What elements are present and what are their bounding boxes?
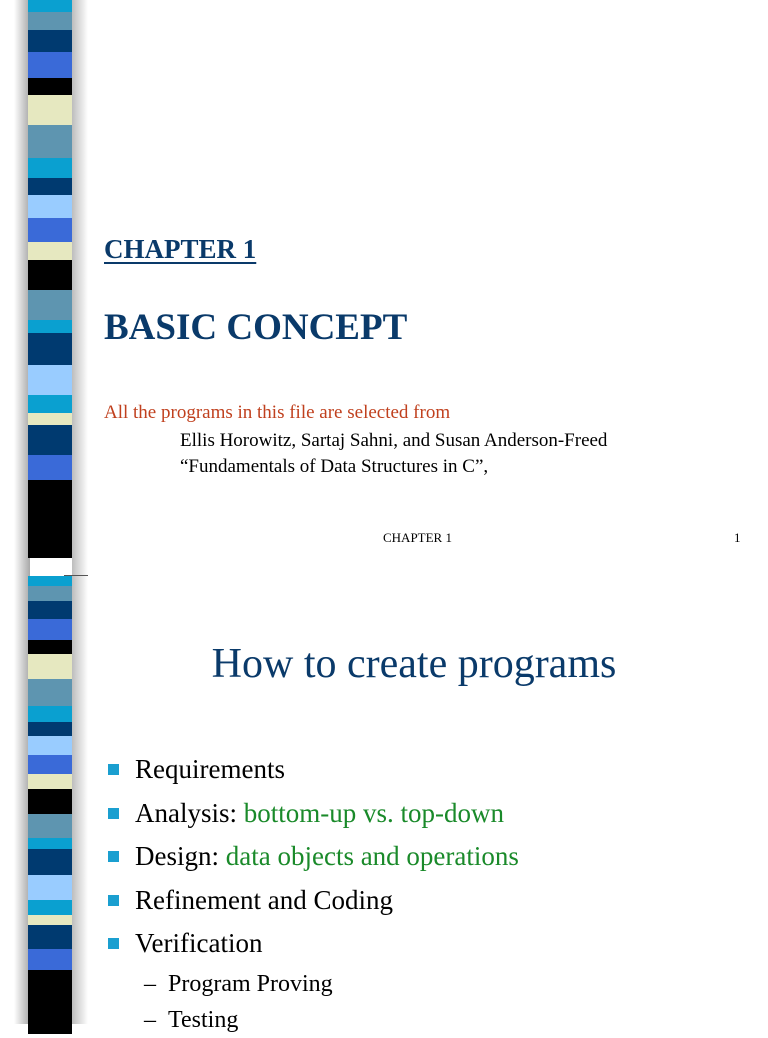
square-bullet-icon bbox=[108, 808, 119, 819]
sub-list-item: – Program Proving bbox=[108, 966, 519, 1002]
bullet-list bbox=[108, 748, 519, 1038]
authors: Ellis Horowitz, Sartaj Sahni, and Susan Anderson-Freed bbox=[180, 430, 608, 451]
stripe-band bbox=[28, 290, 72, 321]
stripe-band bbox=[28, 12, 72, 31]
slide-title: BASIC CONCEPT bbox=[104, 307, 408, 348]
footer-chapter: CHAPTER 1 bbox=[383, 530, 452, 545]
decorative-stripe bbox=[28, 0, 72, 576]
book-title: “Fundamentals of Data Structures in C”, bbox=[180, 456, 489, 477]
stripe-band bbox=[28, 480, 72, 558]
stripe-band bbox=[28, 78, 72, 96]
stripe-band bbox=[28, 789, 72, 815]
stripe-band bbox=[28, 125, 72, 159]
slide-title: How to create programs bbox=[211, 641, 617, 687]
stripe-band bbox=[28, 736, 72, 756]
sub-list-item: – Testing bbox=[108, 1002, 519, 1038]
stripe-band bbox=[28, 755, 72, 776]
square-bullet-icon bbox=[108, 851, 119, 862]
list-item: Design: data objects and operations bbox=[108, 835, 519, 879]
stripe-band bbox=[28, 218, 72, 243]
stripe-band bbox=[28, 455, 72, 481]
dash-icon: – bbox=[144, 970, 156, 997]
stripe-band bbox=[28, 814, 72, 840]
stripe-band bbox=[28, 178, 72, 196]
stripe-band bbox=[28, 900, 72, 916]
stripe-band bbox=[28, 586, 72, 602]
stripe-shadow bbox=[72, 0, 88, 576]
list-item: Requirements bbox=[108, 748, 519, 792]
stripe-band bbox=[28, 52, 72, 79]
source-intro: All the programs in this file are selected from bbox=[104, 402, 451, 423]
stripe-band bbox=[28, 158, 72, 179]
citation bbox=[180, 428, 607, 480]
list-item: Verification bbox=[108, 922, 519, 966]
stripe-band bbox=[28, 320, 72, 334]
stripe-band bbox=[28, 925, 72, 951]
stripe-band bbox=[28, 970, 72, 1034]
stripe-band bbox=[28, 875, 72, 901]
stripe-band bbox=[28, 30, 72, 53]
dash-icon: – bbox=[144, 1006, 156, 1033]
stripe-band bbox=[28, 365, 72, 396]
stripe-band bbox=[28, 774, 72, 790]
stripe-band bbox=[28, 395, 72, 414]
slide-2 bbox=[0, 576, 768, 1033]
stripe-band bbox=[28, 333, 72, 366]
stripe-band bbox=[28, 242, 72, 261]
square-bullet-icon bbox=[108, 764, 119, 775]
list-item: Analysis: bottom-up vs. top-down bbox=[108, 792, 519, 836]
stripe-band bbox=[28, 849, 72, 876]
stripe-band bbox=[28, 706, 72, 723]
stripe-band bbox=[28, 722, 72, 737]
stripe-band bbox=[28, 195, 72, 219]
stripe-band bbox=[28, 95, 72, 126]
stripe-band bbox=[28, 425, 72, 456]
stripe-band bbox=[28, 619, 72, 641]
chapter-heading: CHAPTER 1 bbox=[104, 234, 257, 264]
stripe-band bbox=[28, 949, 72, 971]
square-bullet-icon bbox=[108, 895, 119, 906]
list-item: Refinement and Coding bbox=[108, 879, 519, 923]
stripe-band bbox=[28, 601, 72, 620]
square-bullet-icon bbox=[108, 938, 119, 949]
footer-page-number: 1 bbox=[734, 530, 741, 545]
stripe-band bbox=[28, 260, 72, 291]
